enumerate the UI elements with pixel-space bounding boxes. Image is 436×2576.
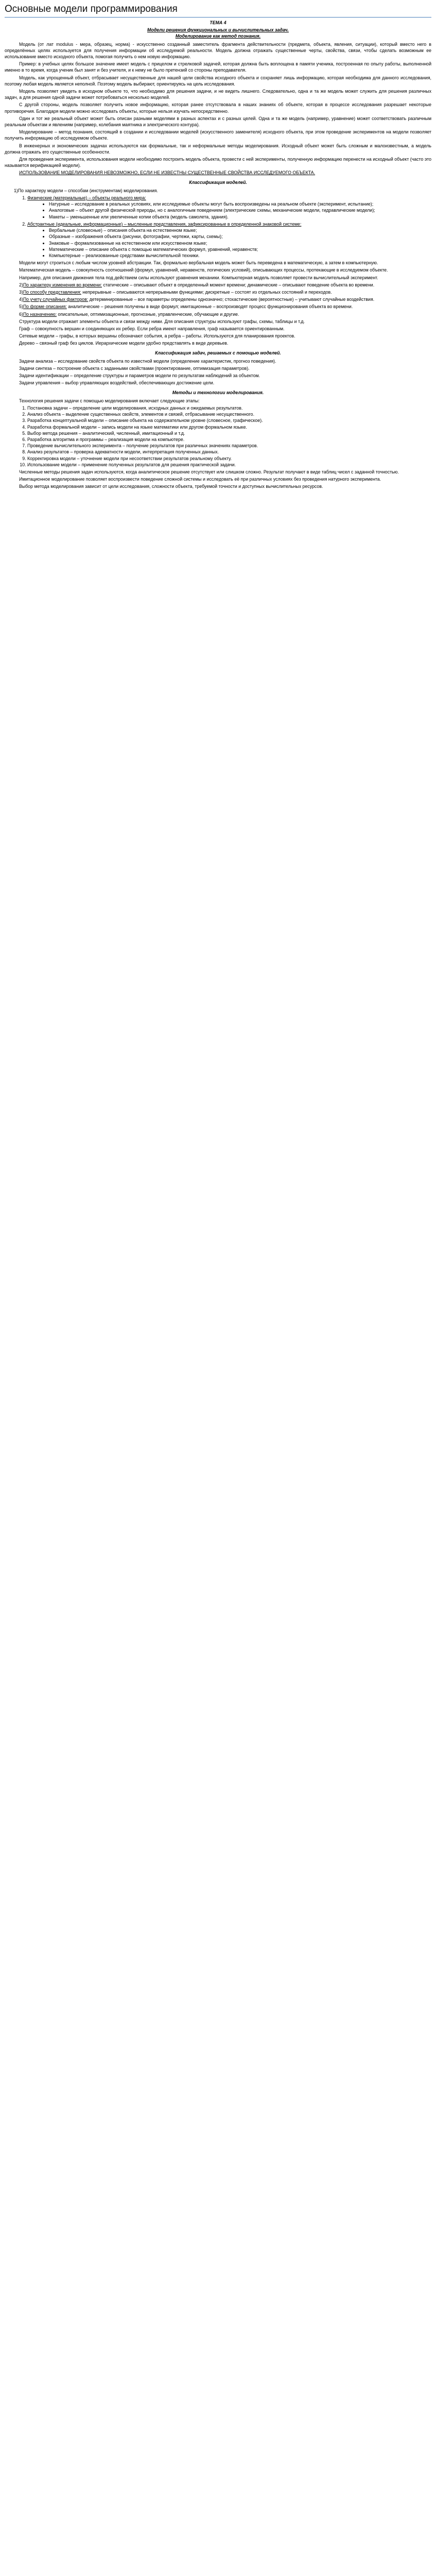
item-label: По форме описания: (23, 304, 67, 310)
model-types-list (5, 195, 431, 259)
list-item: 9. Корректировка модели – уточнение модели при несоответствии результатов реальному объекту. (27, 455, 431, 462)
item-number: 4) (19, 297, 23, 302)
item-text: описательные, оптимизационные, прогнозные, управленческие, обучающие и другие. (58, 311, 239, 317)
page-title: Основные модели программирования (5, 3, 431, 18)
item-text: детерминированные – все параметры определены однозначно; стохастические (вероятностные) – учитывают случайные воздействия. (89, 297, 375, 302)
classification-item (5, 303, 431, 310)
classification-item (5, 282, 431, 288)
paragraph: Сетевые модели – графы, в которых вершины обозначают события, а ребра – работы. Используются для планирования проектов. (19, 333, 295, 339)
paragraph: Модель, как упрощенный объект, отбрасывает несущественные для нашей цели свойства исходного объекта и сохраняет лишь информацию, которая необходима для данного исследования, поэтому любая модель является неполной. Поэтому модель выбирают, ориентируясь на цель исследования. (5, 75, 431, 87)
list-item: • Натурные – исследование в реальных условиях, или исследуемые объекты могут быть воспроизведены на реальном объекте (эксперимент, испытание); (49, 201, 431, 207)
model-type-label: Абстрактные (идеальные, информационные) – мысленные представления, зафиксированные в определенной знаковой системе: (27, 221, 302, 227)
item-text: статические – описывают объект в определенный момент времени; динамические – описывают поведение объекта во времени. (103, 282, 375, 287)
list-item: • Образные – изображения объекта (рисунки, фотографии, чертежи, карты, схемы); (49, 233, 431, 240)
list-item: • Математические – описание объекта с помощью математических формул, уравнений, неравенств; (49, 246, 431, 252)
paragraph: Задачи управления – выбор управляющих воздействий, обеспечивающих достижение цели. (19, 380, 215, 386)
item-label: По назначению: (23, 311, 57, 317)
paragraph: Математическая модель – совокупность соотношений (формул, уравнений, неравенств, логических условий), описывающих процессы, протекающие в исследуемом объекте. (19, 267, 388, 273)
paragraph: Модель (от лат modulus - мера, образец, норма) - искусственно созданный заместитель фрагмента действительности (предмета, объекта, явления, ситуации), который вместо него в определённых целях используется для получения информации об исследуемой реальности. Модель должна отражать существенные черты, свойства, связи, чтобы сделать возможным ее использование вместо исходного объекта, помогая получить о нем новую информацию. (5, 41, 431, 60)
classification-item (5, 289, 431, 295)
item-text: непрерывные – описываются непрерывными функциями; дискретные – состоят из отдельных состояний и переходов. (82, 289, 332, 295)
paragraph: Задачи анализа – исследование свойств объекта по известной модели (определение характеристик, прогноз поведения). (19, 358, 276, 364)
classification-item (5, 311, 431, 317)
list-item (27, 195, 431, 220)
tasks-section (5, 358, 431, 386)
list-item: 4. Разработка формальной модели – запись модели на языке математики или другом формальном языке. (27, 424, 431, 430)
item-text: аналитические – решения получены в виде формул; имитационные – воспроизводят процесс функционирования объекта во времени. (68, 304, 353, 310)
classification-intro: 1)По характеру модели – способам (инструментам) моделирования. (14, 188, 158, 193)
paragraph: Моделирование – метод познания, состоящий в создании и исследовании моделей (искусственного заменителя) исходного объекта, при этом проведение экспериментов на модели позволяет получить информацию об исследуемом объекте. (5, 129, 431, 141)
topic-label: ТЕМА 4 (210, 20, 226, 25)
paragraph: Один и тот же реальный объект может быть описан разными моделями в разных аспектах и с разных целей. Одна и та же модель (например, уравнение) может соответствовать различным реальным объектам и явлениям (например, колебания маятника и электрического контура). (5, 115, 431, 128)
document-page (0, 0, 436, 495)
final-section (5, 469, 431, 490)
paragraph: Модель позволяет увидеть в исходном объекте то, что необходимо для решения задачи, и не видеть лишнего. Следовательно, одна и та же модель может служить для решения различных задач, а для решения одной задачи может потребоваться несколько моделей. (5, 89, 431, 100)
list-item (27, 221, 431, 259)
list-item: 2. Анализ объекта – выделение существенных свойств, элементов и связей, отбрасывание несущественного. (27, 411, 431, 417)
paragraph: Граф – совокупность вершин и соединяющих их ребер. Если ребра имеют направления, граф называется ориентированным. (19, 326, 285, 331)
paragraph: Для проведения эксперимента, использования модели необходимо построить модель объекта, провести с ней эксперименты, полученную информацию перенести на исходный объект (часто это называется верификацией модели). (5, 157, 431, 168)
item-label: По характеру изменения во времени: (23, 282, 102, 287)
method-steps-list (5, 405, 431, 468)
list-item: 6. Разработка алгоритма и программы – реализация модели на компьютере. (27, 436, 431, 443)
modeling-section (5, 129, 431, 176)
structure-section (5, 318, 431, 347)
classification-paragraphs (5, 260, 431, 281)
paragraph: Например, для описания движения тела под действием силы используют уравнения механики. Компьютерная модель позволяет провести вычислительный эксперимент. (19, 275, 378, 280)
list-item: • Аналоговые – объект другой физической природы, но с аналогичным поведением (электрические схемы, механические модели, гидравлические модели); (49, 207, 431, 213)
sub-list (27, 227, 431, 259)
subheading: Моделирование как метод познания. (175, 33, 261, 39)
intro-section (5, 41, 431, 128)
methods-title: Методы и технологии моделирования. (172, 389, 264, 395)
paragraph: В инженерных и экономических задачах используются как формальные, так и неформальные методы моделирования. Исходный объект может быть сложным и малоизвестным, а модель должна отражать его существенные особенности. (5, 143, 431, 155)
paragraph: С другой стороны, модель позволяет получить новое информацию, которая ранее отсутствовала в наших знаниях об объекте, которая в процессе исследования разрешает некоторые противоречия. Благодаря модели можно исследовать объекты, которые нельзя изучать непосредственно. (5, 102, 431, 114)
paragraph: Выбор метода моделирования зависит от цели исследования, сложности объекта, требуемой точности и доступных вычислительных ресурсов. (19, 484, 323, 489)
item-label: По учету случайных факторов: (23, 297, 89, 302)
list-item: 7. Проведение вычислительного эксперимента – получение результатов при различных значениях параметров. (27, 443, 431, 449)
paragraph: Структура модели отражает элементы объекта и связи между ними. Для описания структуры используют графы, схемы, таблицы и т.д. (19, 318, 305, 324)
classification-item (5, 296, 431, 302)
list-item: • Вербальные (словесные) – описания объекта на естественном языке; (49, 227, 431, 233)
list-item: • Макеты – уменьшенные или увеличенные копии объекта (модель самолета, здания). (49, 214, 431, 220)
item-number: 3) (19, 289, 23, 295)
paragraph: Дерево – связный граф без циклов. Иерархические модели удобно представлять в виде деревьев. (19, 341, 229, 346)
paragraph: Задачи идентификации – определение структуры и параметров модели по результатам наблюдений за объектом. (19, 373, 260, 379)
list-item: • Знаковые – формализованные на естественном или искусственном языке; (49, 240, 431, 246)
paragraph: Имитационное моделирование позволяет воспроизвести поведение сложной системы и исследовать её при различных условиях без проведения натурного эксперимента. (19, 477, 381, 482)
methods-intro: Технология решения задачи с помощью моделирования включает следующие этапы: (19, 398, 200, 403)
item-number: 5) (19, 304, 23, 310)
list-item: 5. Выбор метода решения – аналитический, численный, имитационный и т.д. (27, 430, 431, 436)
list-item: 1. Постановка задачи – определение цели моделирования, исходных данных и ожидаемых результатов. (27, 405, 431, 411)
list-item: 8. Анализ результатов – проверка адекватности модели, интерпретация полученных данных. (27, 449, 431, 455)
caps-statement: ИСПОЛЬЗОВАНИЕ МОДЕЛИРОВАНИЯ НЕВОЗМОЖНО, ЕСЛИ НЕ ИЗВЕСТНЫ СУЩЕСТВЕННЫЕ СВОЙСТВА ИССЛЕДУЕМОГО ОБЪЕКТА. (19, 170, 316, 176)
item-label: По способу представления: (23, 289, 81, 295)
paragraph: Пример: в учебных целях большое значение имеет модель с прицелом и стрелковой задачей, которая должна быть воплощена в памяти ученика, построенная по опыту работы, выполненной именно в то время, когда ученик был занят и без учителя, и к нему не было претензий со стороны преподавателя. (5, 61, 431, 73)
paragraph: Численные методы решения задач используются, когда аналитическое решение отсутствует или слишком сложно. Результат получают в виде таблиц чисел с заданной точностью. (19, 469, 399, 474)
classification-title: Классификация моделей. (189, 179, 247, 185)
tasks-title: Классификация задач, решаемых с помощью моделей. (155, 350, 281, 355)
paragraph: Задачи синтеза – построение объекта с заданными свойствами (проектирование, оптимизация параметров). (19, 365, 250, 371)
model-type-label: Физические (материальные) – объекты реального мира: (27, 195, 146, 201)
list-item: • Компьютерные – реализованные средствами вычислительной техники. (49, 252, 431, 259)
item-number: 2) (19, 282, 23, 287)
list-item: 10. Использование модели – применение полученных результатов для решения практической задачи. (27, 462, 431, 468)
sub-list (27, 201, 431, 220)
by-change-section (5, 282, 431, 317)
doc-heading: Модели решения функциональных и вычислительных задач. (147, 27, 289, 33)
paragraph: Модели могут строиться с любым числом уровней абстракции. Так, формально вербальная модель может быть переведена в математическую, а затем в компьютерную. (19, 260, 378, 266)
item-number: 6) (19, 311, 23, 317)
list-item: 3. Разработка концептуальной модели – описание объекта на содержательном уровне (словесное, графическое). (27, 417, 431, 423)
